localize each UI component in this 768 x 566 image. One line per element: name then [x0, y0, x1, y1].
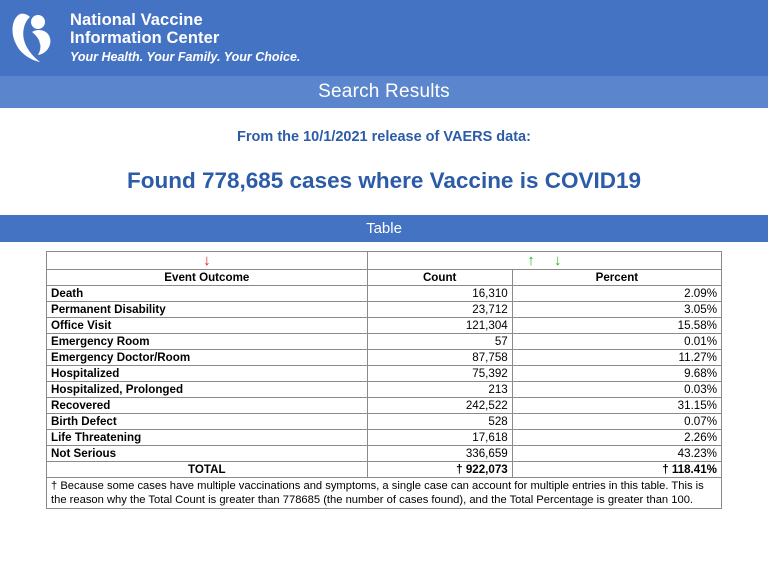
row-count: 528 [367, 414, 512, 430]
search-results-title: Search Results [318, 81, 450, 102]
row-count: 75,392 [367, 366, 512, 382]
row-percent: 0.07% [512, 414, 721, 430]
total-label: TOTAL [47, 462, 368, 478]
total-percent: † 118.41% [512, 462, 721, 478]
table-row [47, 286, 722, 302]
table-row [47, 398, 722, 414]
site-masthead [0, 0, 768, 76]
row-percent: 0.01% [512, 334, 721, 350]
org-name-line1: National Vaccine [70, 10, 203, 29]
table-row [47, 430, 722, 446]
row-outcome: Office Visit [47, 318, 368, 334]
table-total-row [47, 462, 722, 478]
row-percent: 15.58% [512, 318, 721, 334]
row-count: 23,712 [367, 302, 512, 318]
row-outcome: Birth Defect [47, 414, 368, 430]
row-outcome: Recovered [47, 398, 368, 414]
found-cases-line: Found 778,685 cases where Vaccine is COVID19 [126, 168, 642, 193]
org-name-line2: Information Center [70, 28, 220, 47]
org-identity [70, 12, 300, 64]
row-percent: 3.05% [512, 302, 721, 318]
row-percent: 11.27% [512, 350, 721, 366]
sort-count-cell[interactable] [367, 252, 721, 270]
table-row [47, 414, 722, 430]
table-footnote-row [47, 478, 722, 509]
table-row [47, 302, 722, 318]
table-row [47, 366, 722, 382]
table-row [47, 446, 722, 462]
row-count: 336,659 [367, 446, 512, 462]
row-count: 213 [367, 382, 512, 398]
table-row [47, 334, 722, 350]
row-count: 121,304 [367, 318, 512, 334]
results-table [46, 251, 722, 509]
table-section-banner [0, 215, 768, 242]
results-table-container [0, 242, 768, 509]
row-count: 16,310 [367, 286, 512, 302]
table-header-row [47, 270, 722, 286]
row-count: 17,618 [367, 430, 512, 446]
row-outcome: Permanent Disability [47, 302, 368, 318]
search-results-banner [0, 76, 768, 108]
column-header-count[interactable]: Count [367, 270, 512, 286]
row-outcome: Emergency Doctor/Room [47, 350, 368, 366]
org-tagline: Your Health. Your Family. Your Choice. [70, 49, 301, 64]
column-header-percent[interactable]: Percent [512, 270, 721, 286]
row-outcome: Life Threatening [47, 430, 368, 446]
table-row [47, 350, 722, 366]
row-percent: 2.09% [512, 286, 721, 302]
row-outcome: Death [47, 286, 368, 302]
sort-arrow-row [47, 252, 722, 270]
row-percent: 9.68% [512, 366, 721, 382]
column-header-event-outcome[interactable]: Event Outcome [47, 270, 368, 286]
sort-descending-arrow-icon-count[interactable]: ↓ [553, 252, 562, 269]
sort-descending-arrow-icon[interactable]: ↓ [203, 252, 211, 269]
sort-outcome-cell[interactable] [47, 252, 368, 270]
intro-section [0, 108, 768, 194]
table-footnote: † Because some cases have multiple vaccinations and symptoms, a single case can account for multiple entries in this table. This is the reason why the Total Count is greater than 778685 (the number of cases found), and the Total Percentage is greater than 100. [47, 478, 722, 509]
row-outcome: Hospitalized [47, 366, 368, 382]
mother-and-child-logo-icon [8, 8, 64, 68]
table-row [47, 318, 722, 334]
row-percent: 43.23% [512, 446, 721, 462]
row-percent: 31.15% [512, 398, 721, 414]
sort-ascending-arrow-icon[interactable]: ↑ [527, 252, 535, 269]
row-percent: 0.03% [512, 382, 721, 398]
row-outcome: Hospitalized, Prolonged [47, 382, 368, 398]
row-outcome: Not Serious [47, 446, 368, 462]
row-count: 57 [367, 334, 512, 350]
row-count: 242,522 [367, 398, 512, 414]
total-count: † 922,073 [367, 462, 512, 478]
row-percent: 2.26% [512, 430, 721, 446]
release-date-line: From the 10/1/2021 release of VAERS data: [237, 129, 531, 145]
table-section-title: Table [366, 220, 402, 237]
row-outcome: Emergency Room [47, 334, 368, 350]
table-row [47, 382, 722, 398]
row-count: 87,758 [367, 350, 512, 366]
